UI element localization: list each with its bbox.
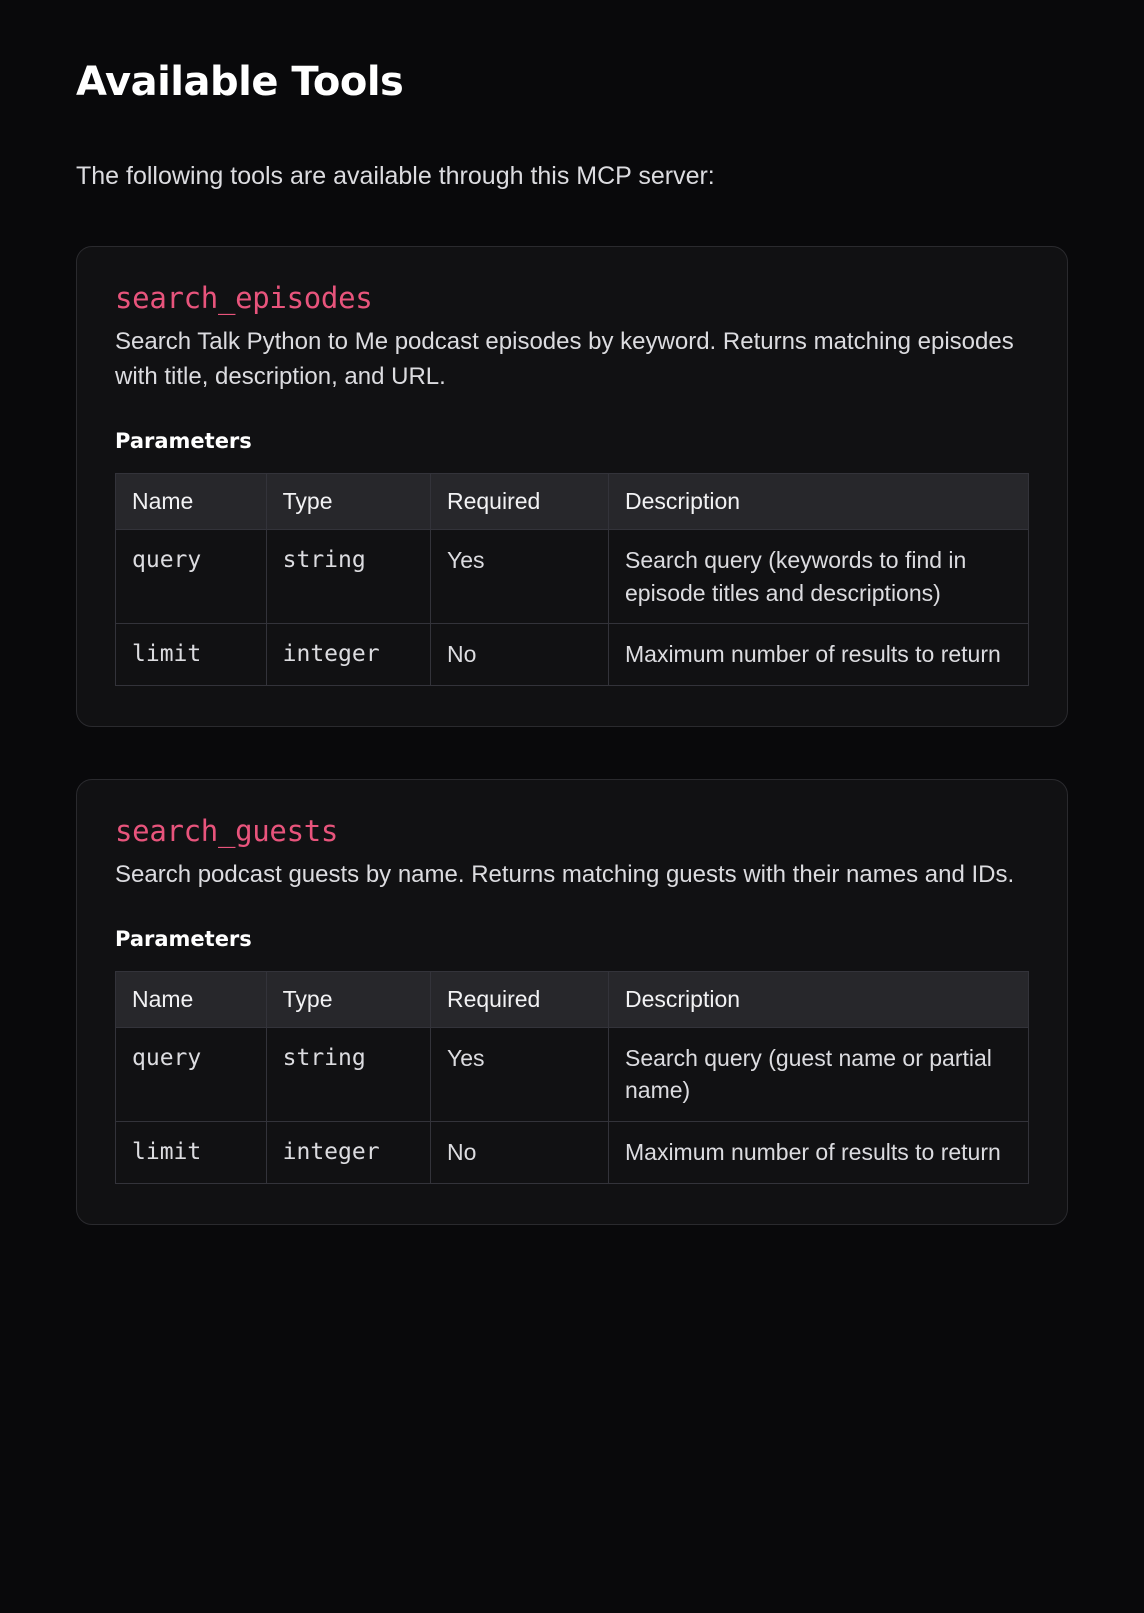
table-header-row — [116, 971, 1029, 1027]
param-description: Search query (guest name or partial name) — [609, 1027, 1029, 1121]
table-row — [116, 1121, 1029, 1183]
tool-card — [76, 246, 1068, 727]
tool-name: search_guests — [115, 813, 339, 848]
column-header-description: Description — [609, 473, 1029, 529]
param-type: string — [266, 529, 430, 623]
column-header-type: Type — [266, 971, 430, 1027]
param-description: Maximum number of results to return — [609, 624, 1029, 686]
param-name: limit — [116, 624, 267, 686]
column-header-description: Description — [609, 971, 1029, 1027]
param-type: string — [266, 1027, 430, 1121]
param-type: integer — [266, 1121, 430, 1183]
table-row — [116, 624, 1029, 686]
parameters-table — [115, 971, 1029, 1184]
tool-description: Search Talk Python to Me podcast episodes by keyword. Returns matching episodes with title, description, and URL. — [115, 328, 1014, 391]
param-required: No — [430, 624, 608, 686]
column-header-name: Name — [116, 473, 267, 529]
column-header-required: Required — [430, 971, 608, 1027]
param-required: Yes — [430, 1027, 608, 1121]
column-header-required: Required — [430, 473, 608, 529]
param-name: query — [116, 529, 267, 623]
tool-description: Search podcast guests by name. Returns matching guests with their names and IDs. — [115, 860, 1015, 888]
tool-name: search_episodes — [115, 281, 373, 316]
table-header-row — [116, 473, 1029, 529]
param-name: query — [116, 1027, 267, 1121]
column-header-type: Type — [266, 473, 430, 529]
table-row — [116, 1027, 1029, 1121]
param-type: integer — [266, 624, 430, 686]
parameters-heading: Parameters — [115, 428, 252, 453]
param-name: limit — [116, 1121, 267, 1183]
column-header-name: Name — [116, 971, 267, 1027]
parameters-table — [115, 473, 1029, 686]
intro-paragraph: The following tools are available through this MCP server: — [76, 162, 715, 190]
param-description: Search query (keywords to find in episode titles and descriptions) — [609, 529, 1029, 623]
tool-card — [76, 779, 1068, 1225]
parameters-heading: Parameters — [115, 926, 252, 951]
param-required: Yes — [430, 529, 608, 623]
table-row — [116, 529, 1029, 623]
page-title: Available Tools — [76, 59, 404, 105]
param-required: No — [430, 1121, 608, 1183]
param-description: Maximum number of results to return — [609, 1121, 1029, 1183]
